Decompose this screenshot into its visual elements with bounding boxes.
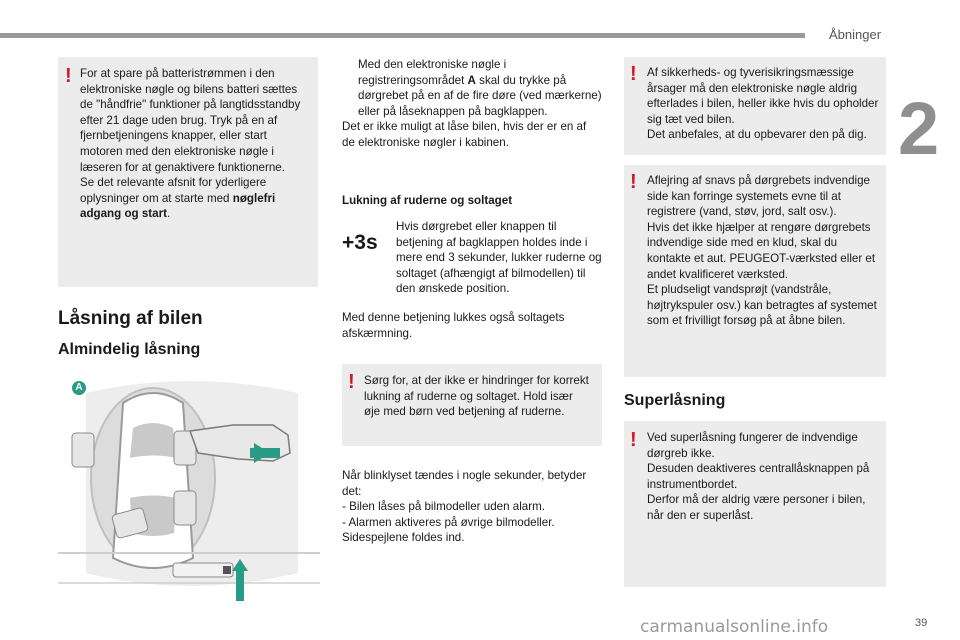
warning-icon: !: [630, 63, 637, 85]
warning-text-windows: Sørg for, at der ikke er hindringer for korrekt lukning af ruderne og soltaget. Hold især øje med børn ved betjening af ruderne.: [364, 374, 589, 419]
hold-3s-icon: [342, 227, 382, 255]
warning-text-security: Af sikkerheds- og tyverisikringsmæssige årsager må den elektroniske nøgle aldrig efterlades i bilen, heller ikke hvis du opholder sig tæt ved bilen. Det anbefales, at du opbevarer den på dig.: [647, 66, 879, 142]
heading-superlocking: Superlåsning: [624, 392, 726, 409]
page-number: 39: [915, 617, 928, 629]
warning-icon: !: [630, 171, 637, 193]
hold-3s-label: +3s: [342, 231, 378, 254]
warning-text-dirt: Aflejring af snavs på dørgrebets indvendige side kan forringe systemets evne til at registrere (vand, støv, jord, salt osv.). Hvis det ikke hjælper at rengøre dørgrebets indvendige side med en klud, skal du kontakte et aut. PEUGEOT-værksted eller et andet kvalificeret værksted. Et pludseligt vandsprøjt (vandstråle, højtrykspuler osv.) kan betragtes af systemet som et frivilligt forsøg på at åbne bilen.: [647, 174, 877, 328]
blinker-text: Når blinklyset tændes i nogle sekunder, betyder det: - Bilen låses på bilmodeller uden alarm. - Alarmen aktiveres på øvrige bilmodeller. Sidespejlene foldes ind.: [342, 469, 587, 545]
tailgate-handle-illustration: [58, 545, 320, 605]
warning-text-battery: For at spare på batteristrømmen i den elektroniske nøgle og bilens batteri sættes de "håndfrie" funktioner på langtidsstandby efter 21 dage uden brug. Tryk på en af fjernbetjeningens knapper, eller start motoren med den elektroniske nøgle i læseren for at genaktivere funktionerne. Se det relevante afsnit for yderligere oplysninger om at starte med nøglefri adgang og start.: [80, 67, 301, 221]
watermark: carmanualsonline.info: [640, 617, 829, 637]
bullet-lock-text: Med den elektroniske nøgle i registreringsområdet A skal du trykke på dørgrebet på en af de fire døre (ved mærkerne) eller på låseknappen på bagklappen. Det er ikke muligt at låse bilen, hvis der er en af de elektroniske nøgler i kabinen.: [342, 58, 602, 149]
heading-closing-windows: Lukning af ruderne og soltaget: [342, 194, 513, 207]
warning-icon: !: [65, 65, 72, 87]
subtitle-normal-locking: Almindelig låsning: [58, 341, 201, 358]
section-title: Åbninger: [829, 27, 882, 42]
blind-text: Med denne betjening lukkes også soltagets afskærmning.: [342, 311, 565, 340]
warning-icon: !: [348, 371, 355, 393]
header-rule: [0, 33, 805, 38]
warning-text-superlocking: Ved superlåsning fungerer de indvendige dørgreb ikke. Desuden deaktiveres centrallåsknappen på instrumentbordet. Derfor må der aldrig være personer i bilen, når den er superlåst.: [647, 431, 870, 522]
marker-a: A: [72, 381, 86, 395]
page-title: Låsning af bilen: [58, 308, 203, 329]
hold-3s-text: Hvis dørgrebet eller knappen til betjening af bagklappen holdes inde i mere end 3 sekunder, lukker ruderne og soltaget (afhængigt af bilmodellen) til den ønskede position.: [396, 220, 602, 296]
chapter-number: 2: [898, 87, 940, 170]
warning-icon: !: [630, 429, 637, 451]
